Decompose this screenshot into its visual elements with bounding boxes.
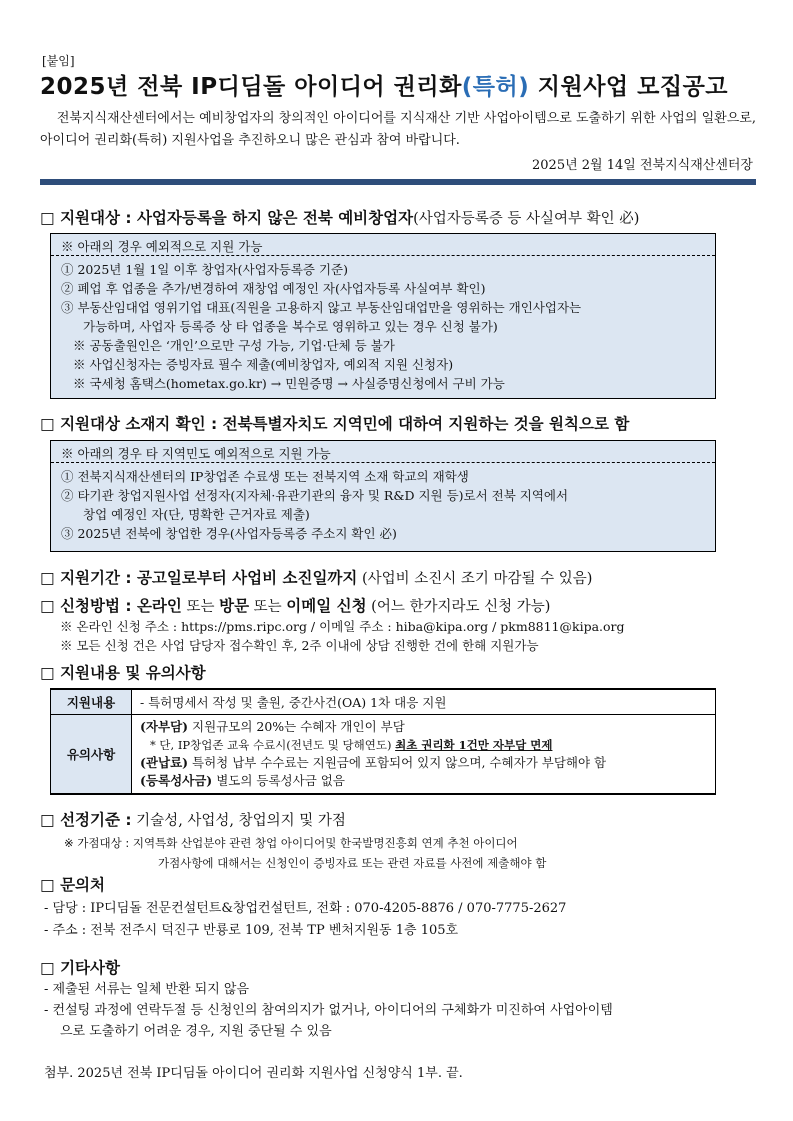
section-title: 지원내용 및 유의사항 [60, 664, 206, 682]
section-eligibility [40, 206, 639, 228]
section-title: 선정기준 : [60, 811, 132, 829]
attachment-label: [붙임] [42, 54, 75, 68]
checkbox-icon: □ [40, 959, 55, 977]
table-row [51, 689, 716, 715]
table-label: 유의사항 [51, 715, 132, 795]
checkbox-icon: □ [40, 597, 55, 615]
box-heading: ※ 아래의 경우 타 지역민도 예외적으로 지원 가능 [51, 441, 715, 463]
misc-line: 으로 도출하기 어려운 경우, 지원 중단될 수 있음 [60, 1024, 332, 1039]
list-item: ② 타기관 창업지원사업 선정자(지자체·유관기관의 융자 및 R&D 지원 등)로서 전북 지역에서 [61, 488, 569, 503]
section-title-email: 이메일 신청 [286, 597, 367, 615]
checkbox-icon: □ [40, 876, 55, 894]
exemption-highlight: 최초 권리화 1건만 자부담 면제 [395, 738, 553, 752]
section-title-visit: 방문 [219, 597, 250, 615]
list-item: ③ 2025년 전북에 창업한 경우(사업자등록증 주소지 확인 必) [61, 526, 397, 541]
section-misc [40, 956, 120, 978]
list-item: ③ 부동산임대업 영위기업 대표(직원을 고용하지 않고 부동산임대업만을 영위하는 개인사업자는 [61, 300, 582, 315]
section-location [40, 412, 629, 434]
list-item: 가능하며, 사업자 등록증 상 타 업종을 복수로 영위하고 있는 경우 신청 불가) [83, 319, 498, 334]
title-part1: 2025년 전북 IP디딤돌 아이디어 권리화 [40, 74, 462, 100]
footer-attachment: 첨부. 2025년 전북 IP디딤돌 아이디어 권리화 지원사업 신청양식 1부. 끝. [44, 1066, 463, 1081]
list-item: ② 폐업 후 업종을 추가/변경하여 재창업 예정인 자(사업자등록 사실여부 확인) [61, 281, 486, 296]
list-item: ※ 국세청 홈택스(hometax.go.kr) → 민원증명 → 사실증명신청에서 구비 가능 [73, 376, 505, 391]
section-application [40, 594, 550, 616]
section-note: (사업자등록증 등 사실여부 확인 必) [413, 211, 640, 227]
bonus-line: ※ 가점대상 : 지역특화 산업분야 관련 창업 아이디어및 한국발명진흥회 연계 추천 아이디어 [64, 836, 518, 850]
title-part2: 지원사업 모집공고 [529, 74, 729, 100]
checkbox-icon: □ [40, 664, 55, 682]
location-exception-box [50, 440, 716, 552]
eligibility-exception-box [50, 233, 716, 399]
section-title-connector: 또는 [181, 599, 220, 615]
section-title: 지원대상 소재지 확인 : 전북특별자치도 지역민에 대하여 지원하는 것을 원칙으로 함 [60, 415, 630, 433]
section-period [40, 566, 592, 588]
table-cell [132, 715, 716, 795]
support-table [50, 688, 716, 795]
fee-text: 특허청 납부 수수료는 지원금에 포함되어 있지 않으며, 수혜자가 부담해야 함 [188, 755, 607, 770]
section-contact [40, 873, 105, 895]
section-title: 문의처 [60, 876, 105, 894]
success-fee-label: (등록성사금) [140, 773, 213, 788]
section-note: (사업비 소진시 조기 마감될 수 있음) [357, 571, 593, 587]
section-title: 기타사항 [60, 959, 120, 977]
misc-line: - 컨설팅 과정에 연락두절 등 신청인의 참여의지가 없거나, 아이디어의 구체화가 미진하여 사업아이템 [44, 1003, 613, 1018]
fee-label: (관납료) [140, 755, 189, 770]
date-line: 2025년 2월 14일 전북지식재산센터장 [532, 158, 753, 173]
section-note: (어느 한가지라도 신청 가능) [366, 599, 551, 615]
section-title: 신청방법 : 온라인 [60, 597, 182, 615]
misc-line: - 제출된 서류는 일체 반환 되지 않음 [44, 982, 249, 997]
checkbox-icon: □ [40, 415, 55, 433]
box-body [51, 256, 715, 397]
section-support-content [40, 661, 206, 683]
self-pay-text: 지원규모의 20%는 수혜자 개인이 부담 [188, 719, 405, 734]
contact-phone-line: - 담당 : IP디딤돌 전문컨설턴트&창업컨설턴트, 전화 : 070-4205-8876 / 070-7775-2627 [44, 901, 567, 916]
checkbox-icon: □ [40, 209, 55, 227]
application-note-line: ※ 모든 신청 건은 사업 담당자 접수확인 후, 2주 이내에 상담 진행한 건에 한해 지원가능 [60, 638, 539, 653]
success-fee-text: 별도의 등록성사금 없음 [212, 773, 345, 788]
list-item: ※ 공동출원인은 ‘개인’으로만 구성 가능, 기업·단체 등 불가 [73, 338, 395, 353]
list-item: 창업 예정인 자(단, 명확한 근거자료 제출) [83, 507, 310, 522]
self-pay-label: (자부담) [140, 719, 189, 734]
section-note: 기술성, 사업성, 창업의지 및 가점 [131, 813, 346, 829]
contact-address-line: - 주소 : 전북 전주시 덕진구 반룡로 109, 전북 TP 벤처지원동 1층 105호 [44, 923, 459, 938]
checkbox-icon: □ [40, 811, 55, 829]
exemption-text: * 단, IP창업존 교육 수료시(전년도 및 당해연도) [150, 738, 396, 752]
list-item: ※ 사업신청자는 증빙자료 필수 제출(예비창업자, 예외적 지원 신청자) [73, 357, 454, 372]
table-cell: - 특허명세서 작성 및 출원, 중간사건(OA) 1차 대응 지원 [132, 689, 716, 715]
list-item: ① 2025년 1월 1일 이후 창업자(사업자등록증 기준) [61, 262, 349, 277]
bonus-line: 가점사항에 대해서는 신청인이 증빙자료 또는 관련 자료를 사전에 제출해야 함 [158, 856, 547, 870]
title-highlight: (특허) [461, 74, 530, 100]
section-selection-criteria [40, 808, 346, 830]
intro-paragraph [40, 108, 756, 152]
intro-text: 전북지식재산센터에서는 예비창업자의 창의적인 아이디어를 지식재산 기반 사업아이템으로 도출하기 위한 사업의 일환으로, 아이디어 권리화(특허) 지원사업을 추진하오니 많은 관심과 참여 바랍니다. [40, 111, 756, 148]
section-title-connector: 또는 [249, 599, 287, 615]
application-url-line: ※ 온라인 신청 주소 : https://pms.ripc.org / 이메일 주소 : hiba@kipa.org / pkm8811@kipa.org [60, 619, 625, 634]
checkbox-icon: □ [40, 569, 55, 587]
header-divider [40, 179, 756, 185]
page-title [40, 68, 760, 101]
table-label: 지원내용 [51, 689, 132, 715]
box-body [51, 463, 715, 547]
table-row [51, 715, 716, 795]
box-heading: ※ 아래의 경우 예외적으로 지원 가능 [51, 234, 715, 256]
list-item: ① 전북지식재산센터의 IP창업존 수료생 또는 전북지역 소재 학교의 재학생 [61, 469, 469, 484]
section-title: 지원기간 : 공고일로부터 사업비 소진일까지 [60, 569, 358, 587]
section-title: 지원대상 : 사업자등록을 하지 않은 전북 예비창업자 [60, 209, 414, 227]
